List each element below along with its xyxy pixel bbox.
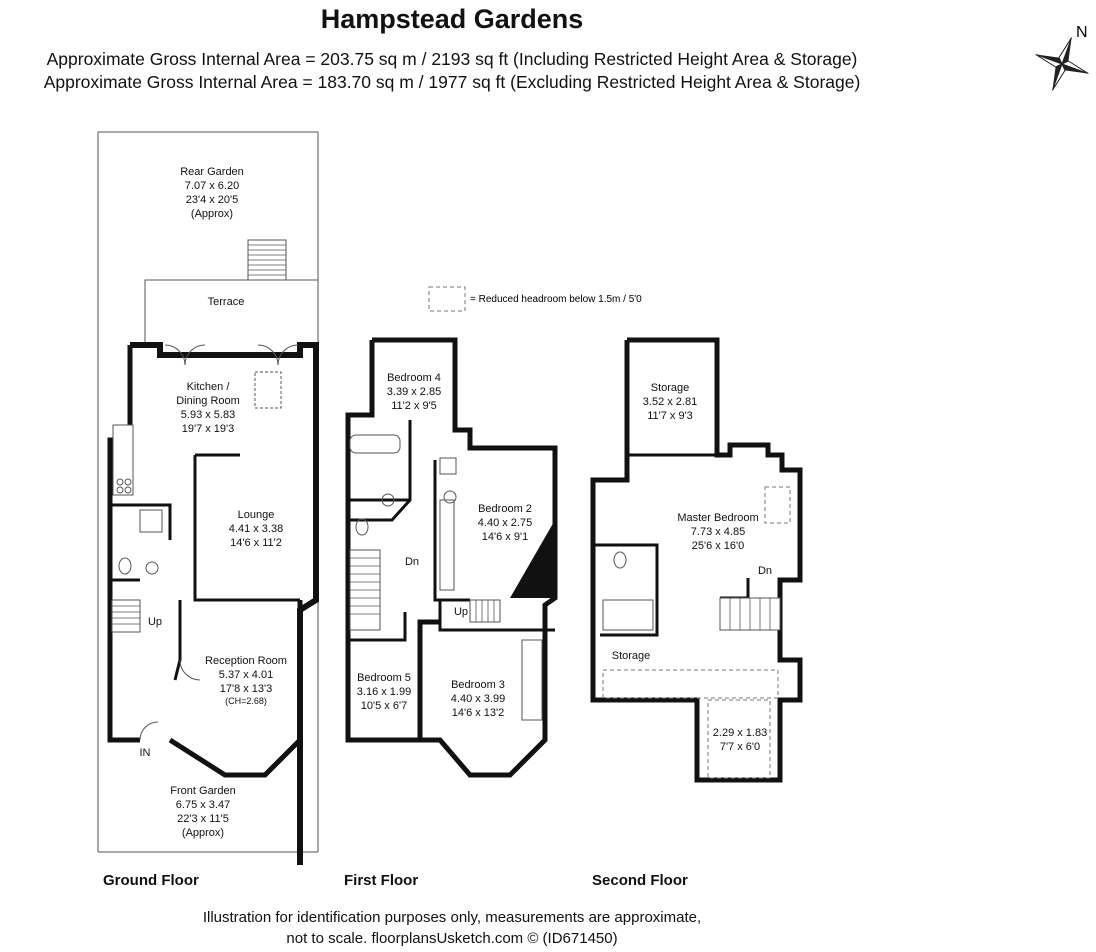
- kitchen-metric: 5.93 x 5.83: [180, 409, 236, 421]
- bedroom5-metric: 3.16 x 1.99: [356, 686, 412, 698]
- bedroom3-imperial: 14'6 x 13'2: [451, 707, 505, 719]
- reception-note: (CH=2.68): [225, 696, 267, 706]
- rear-garden-imperial: 23'4 x 20'5: [185, 194, 239, 206]
- storage-top-imperial: 11'7 x 9'3: [647, 410, 693, 422]
- rear-garden-metric: 7.07 x 6.20: [184, 180, 240, 192]
- storage-top-metric: 3.52 x 2.81: [642, 396, 698, 408]
- front-garden-metric: 6.75 x 3.47: [175, 799, 231, 811]
- bedroom2-imperial: 14'6 x 9'1: [481, 531, 529, 543]
- bedroom4-metric: 3.39 x 2.85: [386, 386, 442, 398]
- terrace-name: Terrace: [207, 296, 245, 308]
- lounge-name: Lounge: [237, 509, 275, 521]
- lounge-metric: 4.41 x 3.38: [228, 523, 284, 535]
- plan-title: Hampstead Gardens: [320, 4, 584, 34]
- storage-top-name: Storage: [650, 382, 690, 394]
- entrance-label: IN: [139, 747, 151, 759]
- second-stair-down-label: Dn: [757, 565, 773, 577]
- ground-floor-label: Ground Floor: [103, 872, 199, 889]
- rear-garden-name: Rear Garden: [180, 166, 244, 178]
- reception-imperial: 17'8 x 13'3: [219, 683, 273, 695]
- compass-north-label: N: [1076, 24, 1088, 41]
- bedroom3-name: Bedroom 3: [451, 679, 505, 691]
- footer-disclaimer-line2: not to scale. floorplansUsketch.com © (ID671450): [286, 930, 618, 947]
- master-imperial: 25'6 x 16'0: [691, 540, 745, 552]
- reduced-headroom-legend-icon: [429, 287, 465, 311]
- reception-metric: 5.37 x 4.01: [218, 669, 274, 681]
- ground-floor-plan: [98, 132, 318, 865]
- first-floor-label: First Floor: [344, 872, 419, 889]
- kitchen-name-line1: Kitchen /: [186, 381, 230, 393]
- footer-disclaimer-line1: Illustration for identification purposes only, measurements are approximate,: [202, 909, 702, 926]
- second-floor-label: Second Floor: [592, 872, 688, 889]
- front-garden-name: Front Garden: [170, 785, 236, 797]
- storage-side-name: Storage: [611, 650, 651, 662]
- bedroom4-name: Bedroom 4: [387, 372, 441, 384]
- bedroom2-name: Bedroom 2: [478, 503, 532, 515]
- rear-garden-note: (Approx): [190, 208, 234, 220]
- area-including-text: Approximate Gross Internal Area = 203.75 sq m / 2193 sq ft (Including Restricted Height Area & Storage): [46, 49, 858, 69]
- bedroom4-imperial: 11'2 x 9'5: [391, 400, 437, 412]
- reception-name: Reception Room: [205, 655, 287, 667]
- first-stair-down-label: Dn: [404, 556, 420, 568]
- master-metric: 7.73 x 4.85: [690, 526, 746, 538]
- bedroom5-imperial: 10'5 x 6'7: [360, 700, 408, 712]
- bedroom3-metric: 4.40 x 3.99: [450, 693, 506, 705]
- front-garden-note: (Approx): [181, 827, 225, 839]
- ground-stair-up-label: Up: [147, 616, 163, 628]
- master-name: Master Bedroom: [677, 512, 759, 524]
- legend-text: = Reduced headroom below 1.5m / 5'0: [470, 294, 642, 305]
- loft-bay-imperial: 7'7 x 6'0: [719, 741, 761, 753]
- bedroom5-name: Bedroom 5: [357, 672, 411, 684]
- kitchen-name-line2: Dining Room: [176, 395, 240, 407]
- bedroom2-metric: 4.40 x 2.75: [477, 517, 533, 529]
- loft-bay-metric: 2.29 x 1.83: [712, 727, 768, 739]
- front-garden-imperial: 22'3 x 11'5: [177, 813, 229, 825]
- area-excluding-text: Approximate Gross Internal Area = 183.70 sq m / 1977 sq ft (Excluding Restricted Height Area & Storage): [43, 72, 861, 92]
- lounge-imperial: 14'6 x 11'2: [230, 537, 282, 549]
- kitchen-imperial: 19'7 x 19'3: [181, 423, 235, 435]
- first-stair-up-label: Up: [453, 606, 469, 618]
